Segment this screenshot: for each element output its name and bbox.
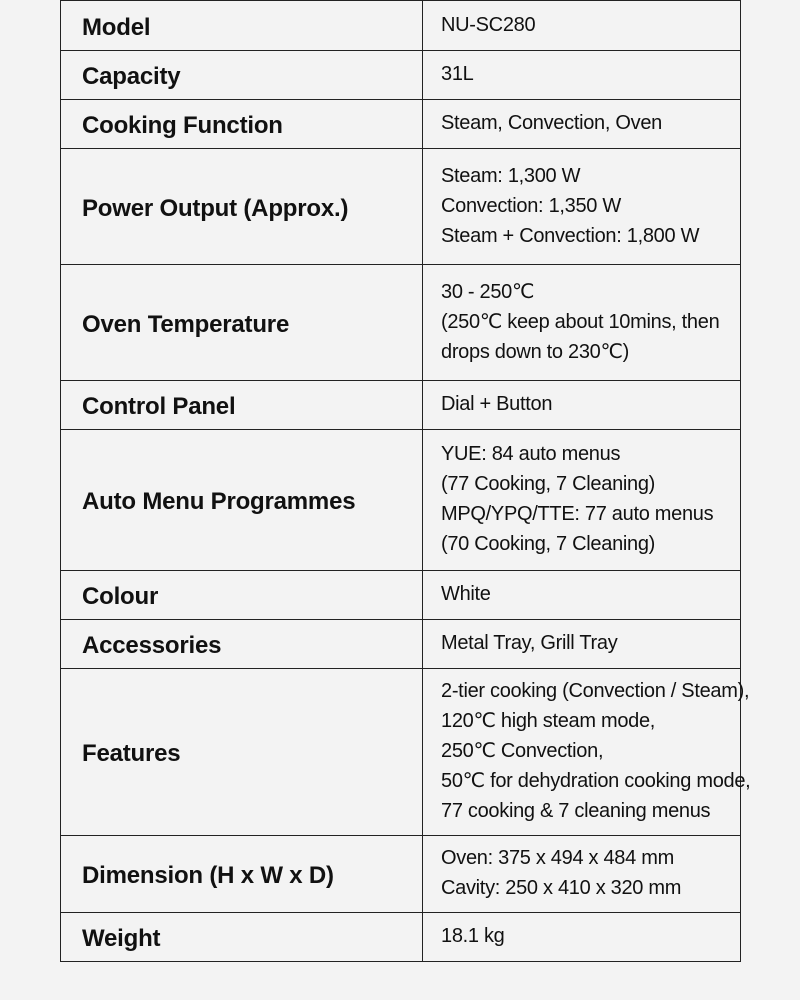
spec-label: Capacity	[61, 51, 423, 100]
spec-value-line: drops down to 230℃)	[441, 340, 629, 363]
spec-value-line: Metal Tray, Grill Tray	[441, 632, 618, 654]
spec-value-line: 77 cooking & 7 cleaning menus	[441, 800, 711, 822]
spec-value-line: (70 Cooking, 7 Cleaning)	[441, 533, 656, 555]
spec-label: Control Panel	[61, 381, 423, 430]
spec-value	[423, 100, 741, 149]
spec-value	[423, 51, 741, 100]
spec-value	[423, 669, 751, 836]
spec-value	[423, 571, 741, 620]
spec-value	[423, 381, 741, 430]
spec-value-line: Cavity: 250 x 410 x 320 mm	[441, 877, 682, 899]
spec-label: Colour	[61, 571, 423, 620]
spec-row-auto-menu-programmes	[61, 430, 741, 571]
spec-value-line: Dial + Button	[441, 393, 553, 415]
spec-value	[423, 1, 741, 51]
spec-value-line: 250℃ Convection,	[441, 740, 604, 762]
spec-value-line: 31L	[441, 63, 474, 85]
spec-value	[423, 620, 741, 669]
spec-value-line: White	[441, 583, 491, 605]
spec-value-line: Oven: 375 x 494 x 484 mm	[441, 847, 674, 869]
spec-label: Auto Menu Programmes	[61, 430, 423, 571]
spec-row-power-output	[61, 149, 741, 265]
spec-value	[423, 265, 741, 381]
spec-label: Model	[61, 1, 423, 51]
spec-value	[423, 913, 741, 962]
spec-label: Power Output (Approx.)	[61, 149, 423, 265]
spec-value-line: NU-SC280	[441, 13, 536, 36]
spec-value	[423, 430, 741, 571]
spec-row-weight	[61, 913, 741, 962]
spec-value-line: Steam: 1,300 W	[441, 164, 581, 187]
spec-row-model	[61, 1, 741, 51]
spec-row-colour	[61, 571, 741, 620]
spec-row-control-panel	[61, 381, 741, 430]
spec-value	[423, 836, 741, 913]
spec-table	[60, 0, 751, 962]
spec-row-features	[61, 669, 741, 836]
spec-label: Oven Temperature	[61, 265, 423, 381]
spec-label: Features	[61, 669, 423, 836]
spec-value-line: 120℃ high steam mode,	[441, 710, 656, 732]
spec-value-line: Steam, Convection, Oven	[441, 112, 662, 134]
spec-value-line: (250℃ keep about 10mins, then	[441, 310, 720, 333]
spec-label: Weight	[61, 913, 423, 962]
spec-value-line: 50℃ for dehydration cooking mode,	[441, 770, 751, 792]
spec-row-accessories	[61, 620, 741, 669]
spec-label: Cooking Function	[61, 100, 423, 149]
spec-value-line: YUE: 84 auto menus	[441, 443, 621, 465]
spec-value-line: Steam + Convection: 1,800 W	[441, 224, 700, 247]
spec-value-line: Convection: 1,350 W	[441, 194, 621, 217]
spec-row-cooking-function	[61, 100, 741, 149]
spec-value-line: 18.1 kg	[441, 925, 505, 947]
spec-value	[423, 149, 741, 265]
spec-row-oven-temperature	[61, 265, 741, 381]
spec-row-dimension	[61, 836, 741, 913]
spec-row-capacity	[61, 51, 741, 100]
spec-value-line: (77 Cooking, 7 Cleaning)	[441, 473, 656, 495]
spec-value-line: 30 - 250℃	[441, 280, 535, 303]
spec-label: Accessories	[61, 620, 423, 669]
spec-label: Dimension (H x W x D)	[61, 836, 423, 913]
spec-value-line: MPQ/YPQ/TTE: 77 auto menus	[441, 503, 714, 525]
spec-value-line: 2-tier cooking (Convection / Steam),	[441, 680, 750, 702]
